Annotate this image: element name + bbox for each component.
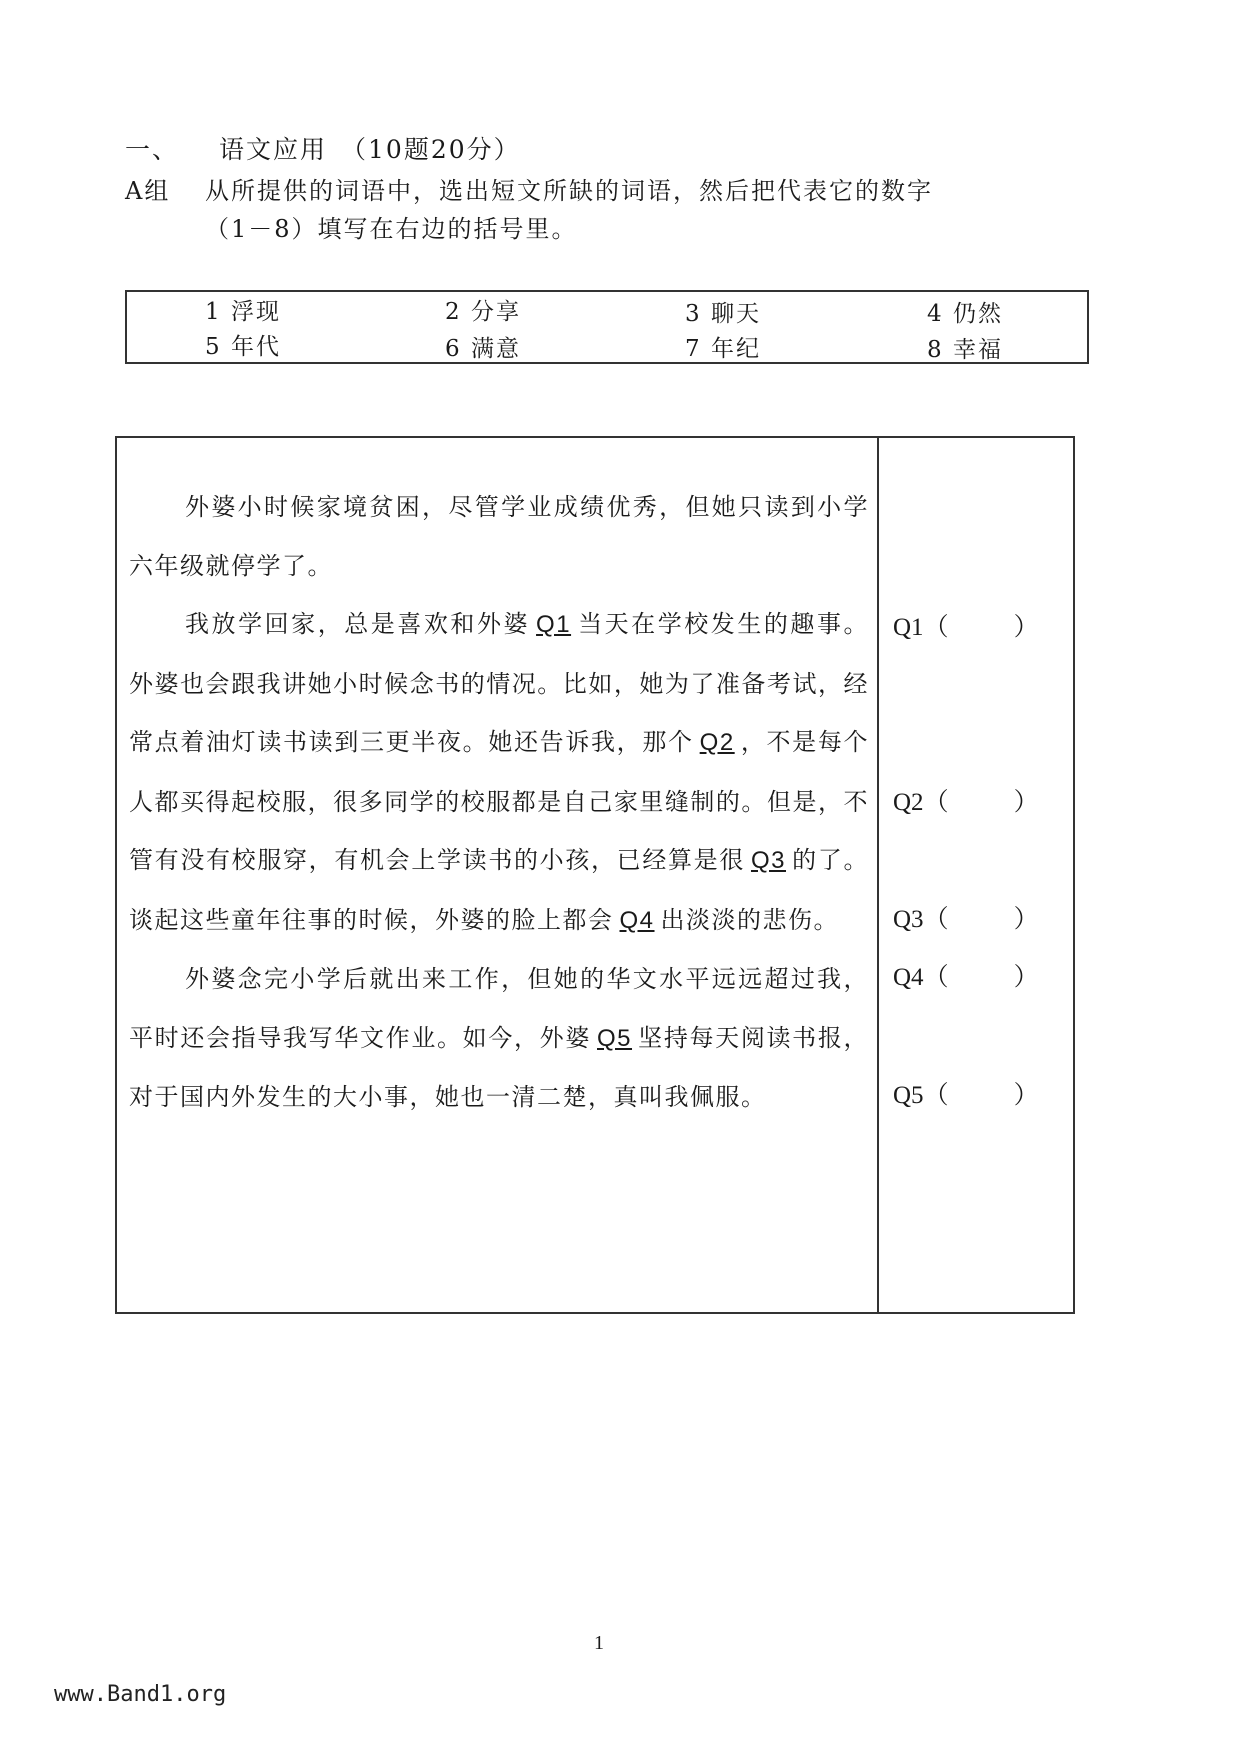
word-option: 6 满意 [445,336,521,362]
answer-q2[interactable]: Q2（ ） [893,789,1039,816]
answer-q4[interactable]: Q4（ ） [893,964,1039,991]
passage-table [115,436,1075,1314]
word-option: 2 分享 [445,299,521,325]
paragraph-1: 外婆小时候家境贫困，尽管学业成绩优秀，但她只读到小学六年级就停学了。 [129,493,869,580]
blank-q5: Q5 [597,1024,633,1052]
passage-text [129,478,869,1127]
word-option: 3 聊天 [685,301,761,327]
word-option: 4 仍然 [927,301,1003,327]
section-heading [125,130,521,166]
answer-q1[interactable]: Q1（ ） [893,614,1039,641]
instruction-line-2: （1－8）填写在右边的括号里。 [205,215,578,243]
blank-q2: Q2 [699,729,735,756]
word-bank-box [125,290,1089,364]
word-option: 5 年代 [205,334,281,360]
instruction-line-1: 从所提供的词语中，选出短文所缺的词语，然后把代表它的数字 [205,177,933,205]
blank-q4: Q4 [619,906,655,934]
paragraph-3: 外婆念完小学后就出来工作，但她的华文水平远远超过我，平时还会指导我写华文作业。如今，外婆 Q5 坚持每天阅读书报，对于国内外发生的大小事，她也一清二楚，真叫我佩服。 [129,965,870,1111]
page-number: 1 [594,1632,604,1654]
answer-q5[interactable]: Q5（ ） [893,1082,1039,1109]
section-score: （10题20分） [341,135,521,164]
word-option: 1 浮现 [205,299,281,325]
watermark: www.Band1.org [54,1682,227,1707]
blank-q3: Q3 [750,847,786,874]
column-divider [877,438,879,1312]
section-number: 一、 [125,135,180,164]
group-label: A组 [125,177,171,205]
word-option: 8 幸福 [927,337,1003,363]
answer-q3[interactable]: Q3（ ） [893,906,1039,933]
instruction [125,172,933,248]
blank-q1: Q1 [536,611,572,638]
section-title: 语文应用 [219,135,328,164]
word-option: 7 年纪 [685,336,761,362]
paragraph-2: 我放学回家，总是喜欢和外婆 Q1 当天在学校发生的趣事。外婆也会跟我讲她小时候念书的情况。比如，她为了准备考试，经常点着油灯读书读到三更半夜。她还告诉我，那个 Q2 ，不是每个人都买得起校服，很多同学的校服都是自己家里缝制的。但是，不管有没有校服穿，有机会上学读书的小孩，已经算是很 Q3 的了。谈起这些童年往事的时候，外婆的脸上都会 Q4 出淡淡的悲伤。 [129,610,870,934]
